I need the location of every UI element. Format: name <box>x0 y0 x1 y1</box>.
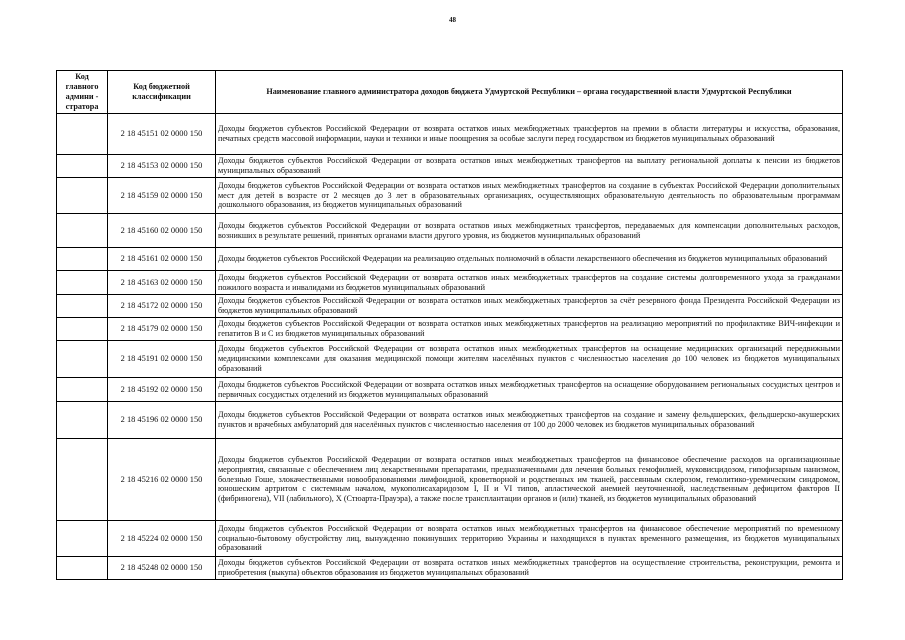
admin-code-cell <box>57 114 108 155</box>
budget-codes-table <box>56 70 843 580</box>
table-row <box>57 439 843 521</box>
table-row <box>57 521 843 557</box>
page-number: 48 <box>449 16 456 24</box>
table-row <box>57 295 843 318</box>
admin-code-cell <box>57 378 108 402</box>
admin-code-cell <box>57 557 108 580</box>
budget-code-cell: 2 18 45159 02 0000 150 <box>108 178 216 214</box>
admin-code-cell <box>57 521 108 557</box>
description-cell: Доходы бюджетов субъектов Российской Федерации от возврата остатков иных межбюджетных трансфертов на финансовое обеспечение мероприятий по временному социально-бытовому обустройству лиц, вынужденно покинувших территорию Украины и находящихся в пунктах временного размещения, из бюджетов муниципальных образований <box>216 521 843 557</box>
budget-code-cell: 2 18 45163 02 0000 150 <box>108 271 216 295</box>
admin-code-cell <box>57 178 108 214</box>
admin-code-cell <box>57 155 108 178</box>
budget-code-cell: 2 18 45216 02 0000 150 <box>108 439 216 521</box>
table-row <box>57 402 843 439</box>
table-row <box>57 341 843 378</box>
table-row <box>57 248 843 271</box>
budget-code-cell: 2 18 45179 02 0000 150 <box>108 318 216 341</box>
description-cell: Доходы бюджетов субъектов Российской Федерации от возврата остатков иных межбюджетных трансфертов на выплату региональной доплаты к пенсии из бюджетов муниципальных образований <box>216 155 843 178</box>
budget-code-cell: 2 18 45248 02 0000 150 <box>108 557 216 580</box>
description-cell: Доходы бюджетов субъектов Российской Федерации от возврата остатков иных межбюджетных трансфертов на осуществление строительства, реконструкции, ремонта и приобретения (выкупа) объектов образования из бюджетов муниципальных образований <box>216 557 843 580</box>
description-cell: Доходы бюджетов субъектов Российской Федерации от возврата остатков иных межбюджетных трансфертов на оснащение медицинских организаций передвижными медицинскими комплексами для оказания медицинской помощи жителям населённых пунктов с численностью населения до 100 человек из бюджетов муниципальных образований <box>216 341 843 378</box>
table-row <box>57 155 843 178</box>
table-row <box>57 318 843 341</box>
description-cell: Доходы бюджетов субъектов Российской Федерации от возврата остатков иных межбюджетных трансфертов за счёт резервного фонда Президента Российской Федерации из бюджетов муниципальных образований <box>216 295 843 318</box>
budget-code-cell: 2 18 45153 02 0000 150 <box>108 155 216 178</box>
admin-code-cell <box>57 402 108 439</box>
description-cell: Доходы бюджетов субъектов Российской Федерации от возврата остатков иных межбюджетных трансфертов на создание и замену фельдшерских, фельдшерско-акушерских пунктов и врачебных амбулаторий для населённых пунктов с численностью населения от 100 до 2000 человек из бюджетов муниципальных образований <box>216 402 843 439</box>
table-row <box>57 271 843 295</box>
description-cell: Доходы бюджетов субъектов Российской Федерации от возврата остатков иных межбюджетных трансфертов, передаваемых для компенсации дополнительных расходов, возникших в результате решений, принятых органами власти другого уровня, из бюджетов муниципальных образований <box>216 214 843 248</box>
budget-code-cell: 2 18 45161 02 0000 150 <box>108 248 216 271</box>
table-row <box>57 178 843 214</box>
header-budget-code: Код бюджетной классификации <box>108 71 216 114</box>
table-row <box>57 557 843 580</box>
budget-code-cell: 2 18 45160 02 0000 150 <box>108 214 216 248</box>
description-cell: Доходы бюджетов субъектов Российской Федерации от возврата остатков иных межбюджетных трансфертов на реализацию мероприятий по профилактике ВИЧ-инфекции и гепатитов B и C из бюджетов муниципальных образований <box>216 318 843 341</box>
budget-code-cell: 2 18 45196 02 0000 150 <box>108 402 216 439</box>
budget-code-cell: 2 18 45192 02 0000 150 <box>108 378 216 402</box>
header-administrator-name: Наименование главного администратора доходов бюджета Удмуртской Республики – органа государственной власти Удмуртской Республики <box>216 71 843 114</box>
budget-code-cell: 2 18 45151 02 0000 150 <box>108 114 216 155</box>
description-cell: Доходы бюджетов субъектов Российской Федерации от возврата остатков иных межбюджетных трансфертов на финансовое обеспечение расходов на организационные мероприятия, связанные с обеспечением лиц лекарственными препаратами, предназначенными для лечения больных гемофилией, муковисцидозом, гипофизарным нанизмом, болезнью Гоше, злокачественными новообразованиями лимфоидной, кроветворной и родственных им тканей, рассеянным склерозом, гемолитико-уремическим синдромом, юношеским артритом с системным началом, мукополисахаридозом I, II и VI типов, апластической анемией неуточненной, наследственным дефицитом факторов II (фибриногена), VII (лабильного), X (Стюарта-Прауэра), а также после трансплантации органов и (или) тканей, из бюджетов муниципальных образований <box>216 439 843 521</box>
description-cell: Доходы бюджетов субъектов Российской Федерации от возврата остатков иных межбюджетных трансфертов на премии в области литературы и искусства, образования, печатных средств массовой информации, науки и техники и иные поощрения за особые заслуги перед государством из бюджетов муниципальных образований <box>216 114 843 155</box>
table-row <box>57 214 843 248</box>
description-cell: Доходы бюджетов субъектов Российской Федерации от возврата остатков иных межбюджетных трансфертов на создание в субъектах Российской Федерации дополнительных мест для детей в возрасте от 2 месяцев до 3 лет в образовательных организациях, осуществляющих образовательную деятельность по образовательным программам дошкольного образования, из бюджетов муниципальных образований <box>216 178 843 214</box>
table-header-row <box>57 71 843 114</box>
description-cell: Доходы бюджетов субъектов Российской Федерации от возврата остатков иных межбюджетных трансфертов на оснащение оборудованием региональных сосудистых центров и первичных сосудистых отделений из бюджетов муниципальных образований <box>216 378 843 402</box>
admin-code-cell <box>57 341 108 378</box>
budget-code-cell: 2 18 45172 02 0000 150 <box>108 295 216 318</box>
description-cell: Доходы бюджетов субъектов Российской Федерации от возврата остатков иных межбюджетных трансфертов на создание системы долговременного ухода за гражданами пожилого возраста и инвалидами из бюджетов муниципальных образований <box>216 271 843 295</box>
admin-code-cell <box>57 248 108 271</box>
table-row <box>57 378 843 402</box>
description-cell: Доходы бюджетов субъектов Российской Федерации на реализацию отдельных полномочий в области лекарственного обеспечения из бюджетов муниципальных образований <box>216 248 843 271</box>
header-admin-code: Код главного админи - стратора <box>57 71 108 114</box>
table-row <box>57 114 843 155</box>
admin-code-cell <box>57 318 108 341</box>
budget-code-cell: 2 18 45224 02 0000 150 <box>108 521 216 557</box>
admin-code-cell <box>57 271 108 295</box>
admin-code-cell <box>57 439 108 521</box>
admin-code-cell <box>57 295 108 318</box>
budget-code-cell: 2 18 45191 02 0000 150 <box>108 341 216 378</box>
admin-code-cell <box>57 214 108 248</box>
